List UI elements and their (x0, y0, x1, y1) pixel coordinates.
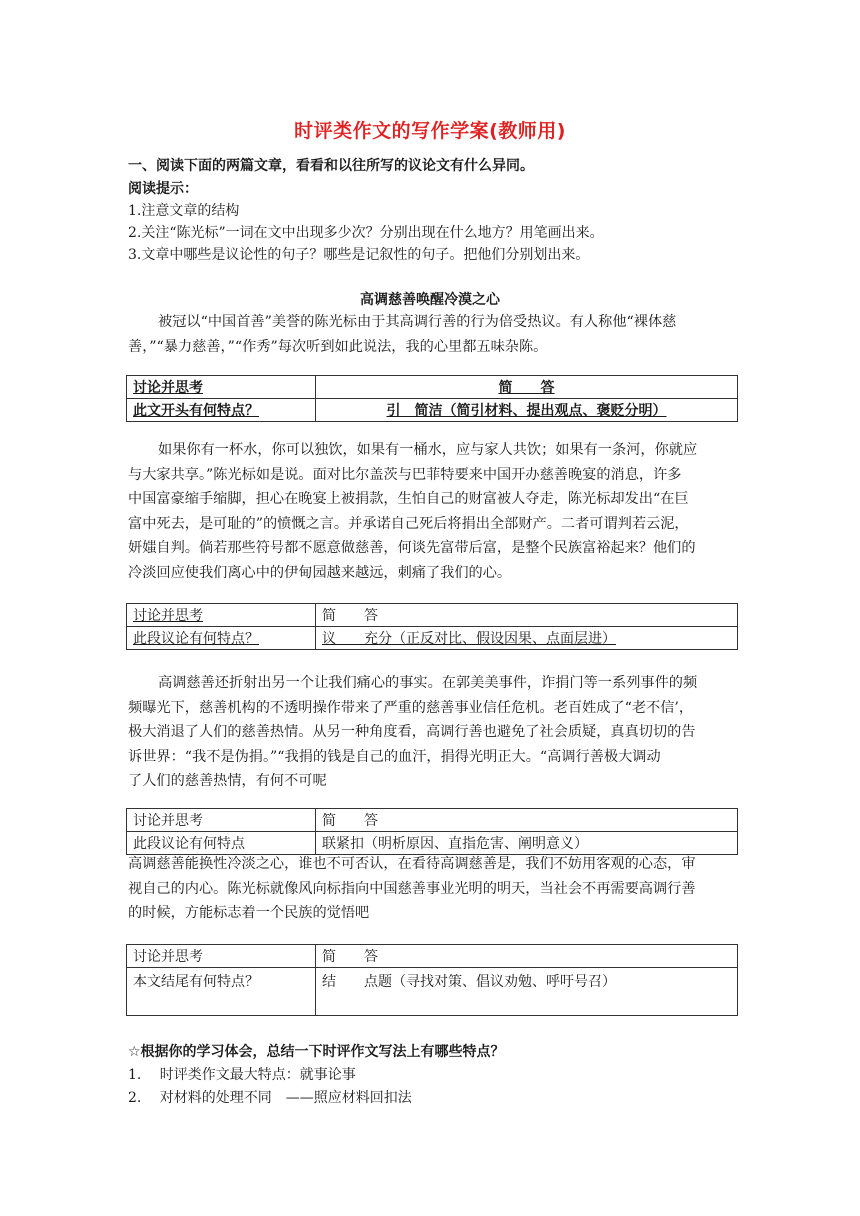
paragraph-line: 富中死去，是可耻的”的愤慨之言。并承诺自己死后将捐出全部财产。二者可谓判若云泥， (128, 515, 689, 532)
paragraph-line: 如果你有一杯水，你可以独饮，如果有一桶水，应与家人共饮；如果有一条河，你就应 (158, 442, 698, 458)
table-question: 此文开头有何特点？ (127, 399, 316, 422)
article-paragraph-3 (128, 671, 740, 794)
section-heading: 一、阅读下面的两篇文章，看看和以往所写的议论文有什么异同。 (128, 158, 534, 174)
table-header-answer: 简 答 (316, 376, 738, 399)
table-header-discuss: 讨论并思考 (127, 604, 316, 627)
reading-tip-1: 1.注意文章的结构 (128, 203, 240, 219)
table-question: 此段议论有何特点 (127, 832, 316, 855)
paragraph-line: 的时候，方能标志着一个民族的觉悟吧 (128, 905, 370, 922)
article-paragraph-1 (128, 310, 740, 359)
summary-item-1: 1. 时评类作文最大特点：就事论事 (128, 1067, 356, 1083)
table-header-discuss: 讨论并思考 (127, 809, 316, 832)
summary-item-2: 2. 对材料的处理不同 ——照应材料回扣法 (128, 1090, 412, 1106)
reading-tip-3: 3.文章中哪些是议论性的句子？哪些是记叙性的句子。把他们分别划出来。 (128, 247, 590, 263)
discussion-table-4 (126, 944, 738, 1016)
paragraph-line: 了人们的慈善热情，有何不可呢 (128, 773, 327, 790)
table-header-discuss: 讨论并思考 (127, 376, 316, 399)
paragraph-line: 妍媸自判。倘若那些符号都不愿意做慈善，何谈先富带后富，是整个民族富裕起来？他们的 (128, 540, 696, 557)
paragraph-line: 频曝光下，慈善机构的不透明操作带来了严重的慈善事业信任危机。老百姓成了“老不信’， (128, 699, 694, 716)
table-header-answer: 简 答 (316, 809, 738, 832)
paragraph-line: 中国富豪缩手缩脚，担心在晚宴上被捐款，生怕自己的财富被人夺走，陈光标却发出“在巨 (128, 491, 689, 508)
table-header-discuss: 讨论并思考 (127, 945, 316, 968)
table-question: 此段议论有何特点？ (127, 627, 316, 650)
reading-tips-label: 阅读提示： (128, 181, 198, 197)
discussion-table-2 (126, 603, 738, 650)
table-answer: 联紧扣（明析原因、直指危害、阐明意义） (316, 832, 738, 855)
paragraph-line: 被冠以“中国首善”美誉的陈光标由于其高调行善的行为倍受热议。有人称他“裸体慈 (158, 314, 677, 330)
paragraph-line: 高调慈善能换性冷淡之心，谁也不可否认，在看待高调慈善是，我们不妨用客观的心态，审 (128, 856, 696, 872)
table-answer: 议 充分（正反对比、假设因果、点面层进） (316, 627, 738, 650)
table-header-answer: 简 答 (316, 945, 738, 968)
discussion-table-3 (126, 808, 738, 855)
paragraph-line: 冷淡回应使我们离心中的伊甸园越来越远，刺痛了我们的心。 (128, 564, 512, 581)
paragraph-line: 高调慈善还折射出另一个让我们痛心的事实。在郭美美事件，诈捐门等一系列事件的频 (158, 675, 698, 691)
article-title: 高调慈善唤醒冷漠之心 (360, 292, 500, 308)
paragraph-line: 与大家共享。”陈光标如是说。面对比尔盖茨与巴菲特要来中国开办慈善晚宴的消息，许多 (128, 466, 682, 483)
paragraph-line: 诉世界：“我不是伪捐。”“我捐的钱是自己的血汗，捐得光明正大。“高调行善极大调动 (128, 748, 661, 765)
table-answer: 引 简洁（简引材料、提出观点、褒贬分明） (316, 399, 738, 422)
paragraph-line: 视自己的内心。陈光标就像风向标指向中国慈善事业光明的明天，当社会不再需要高调行善 (128, 880, 696, 897)
table-answer: 结 点题（寻找对策、倡议劝勉、呼吁号召） (316, 968, 738, 1016)
reading-tip-2: 2.关注“陈光标”一词在文中出现多少次？分别出现在什么地方？用笔画出来。 (128, 225, 604, 241)
article-paragraph-2 (128, 438, 740, 586)
summary-heading: ☆根据你的学习体会，总结一下时评作文写法上有哪些特点？ (128, 1044, 505, 1060)
table-header-answer: 简 答 (316, 604, 738, 627)
article-paragraph-4 (128, 852, 740, 926)
discussion-table-1 (126, 375, 738, 422)
document-title: 时评类作文的写作学案(教师用) (294, 120, 566, 142)
paragraph-line: 善，”“暴力慈善，”“作秀”每次听到如此说法，我的心里都五味杂陈。 (128, 338, 548, 355)
paragraph-line: 极大消退了人们的慈善热情。从另一种角度看，高调行善也避免了社会质疑，真真切切的告 (128, 724, 696, 741)
table-question: 本文结尾有何特点？ (127, 968, 316, 1016)
